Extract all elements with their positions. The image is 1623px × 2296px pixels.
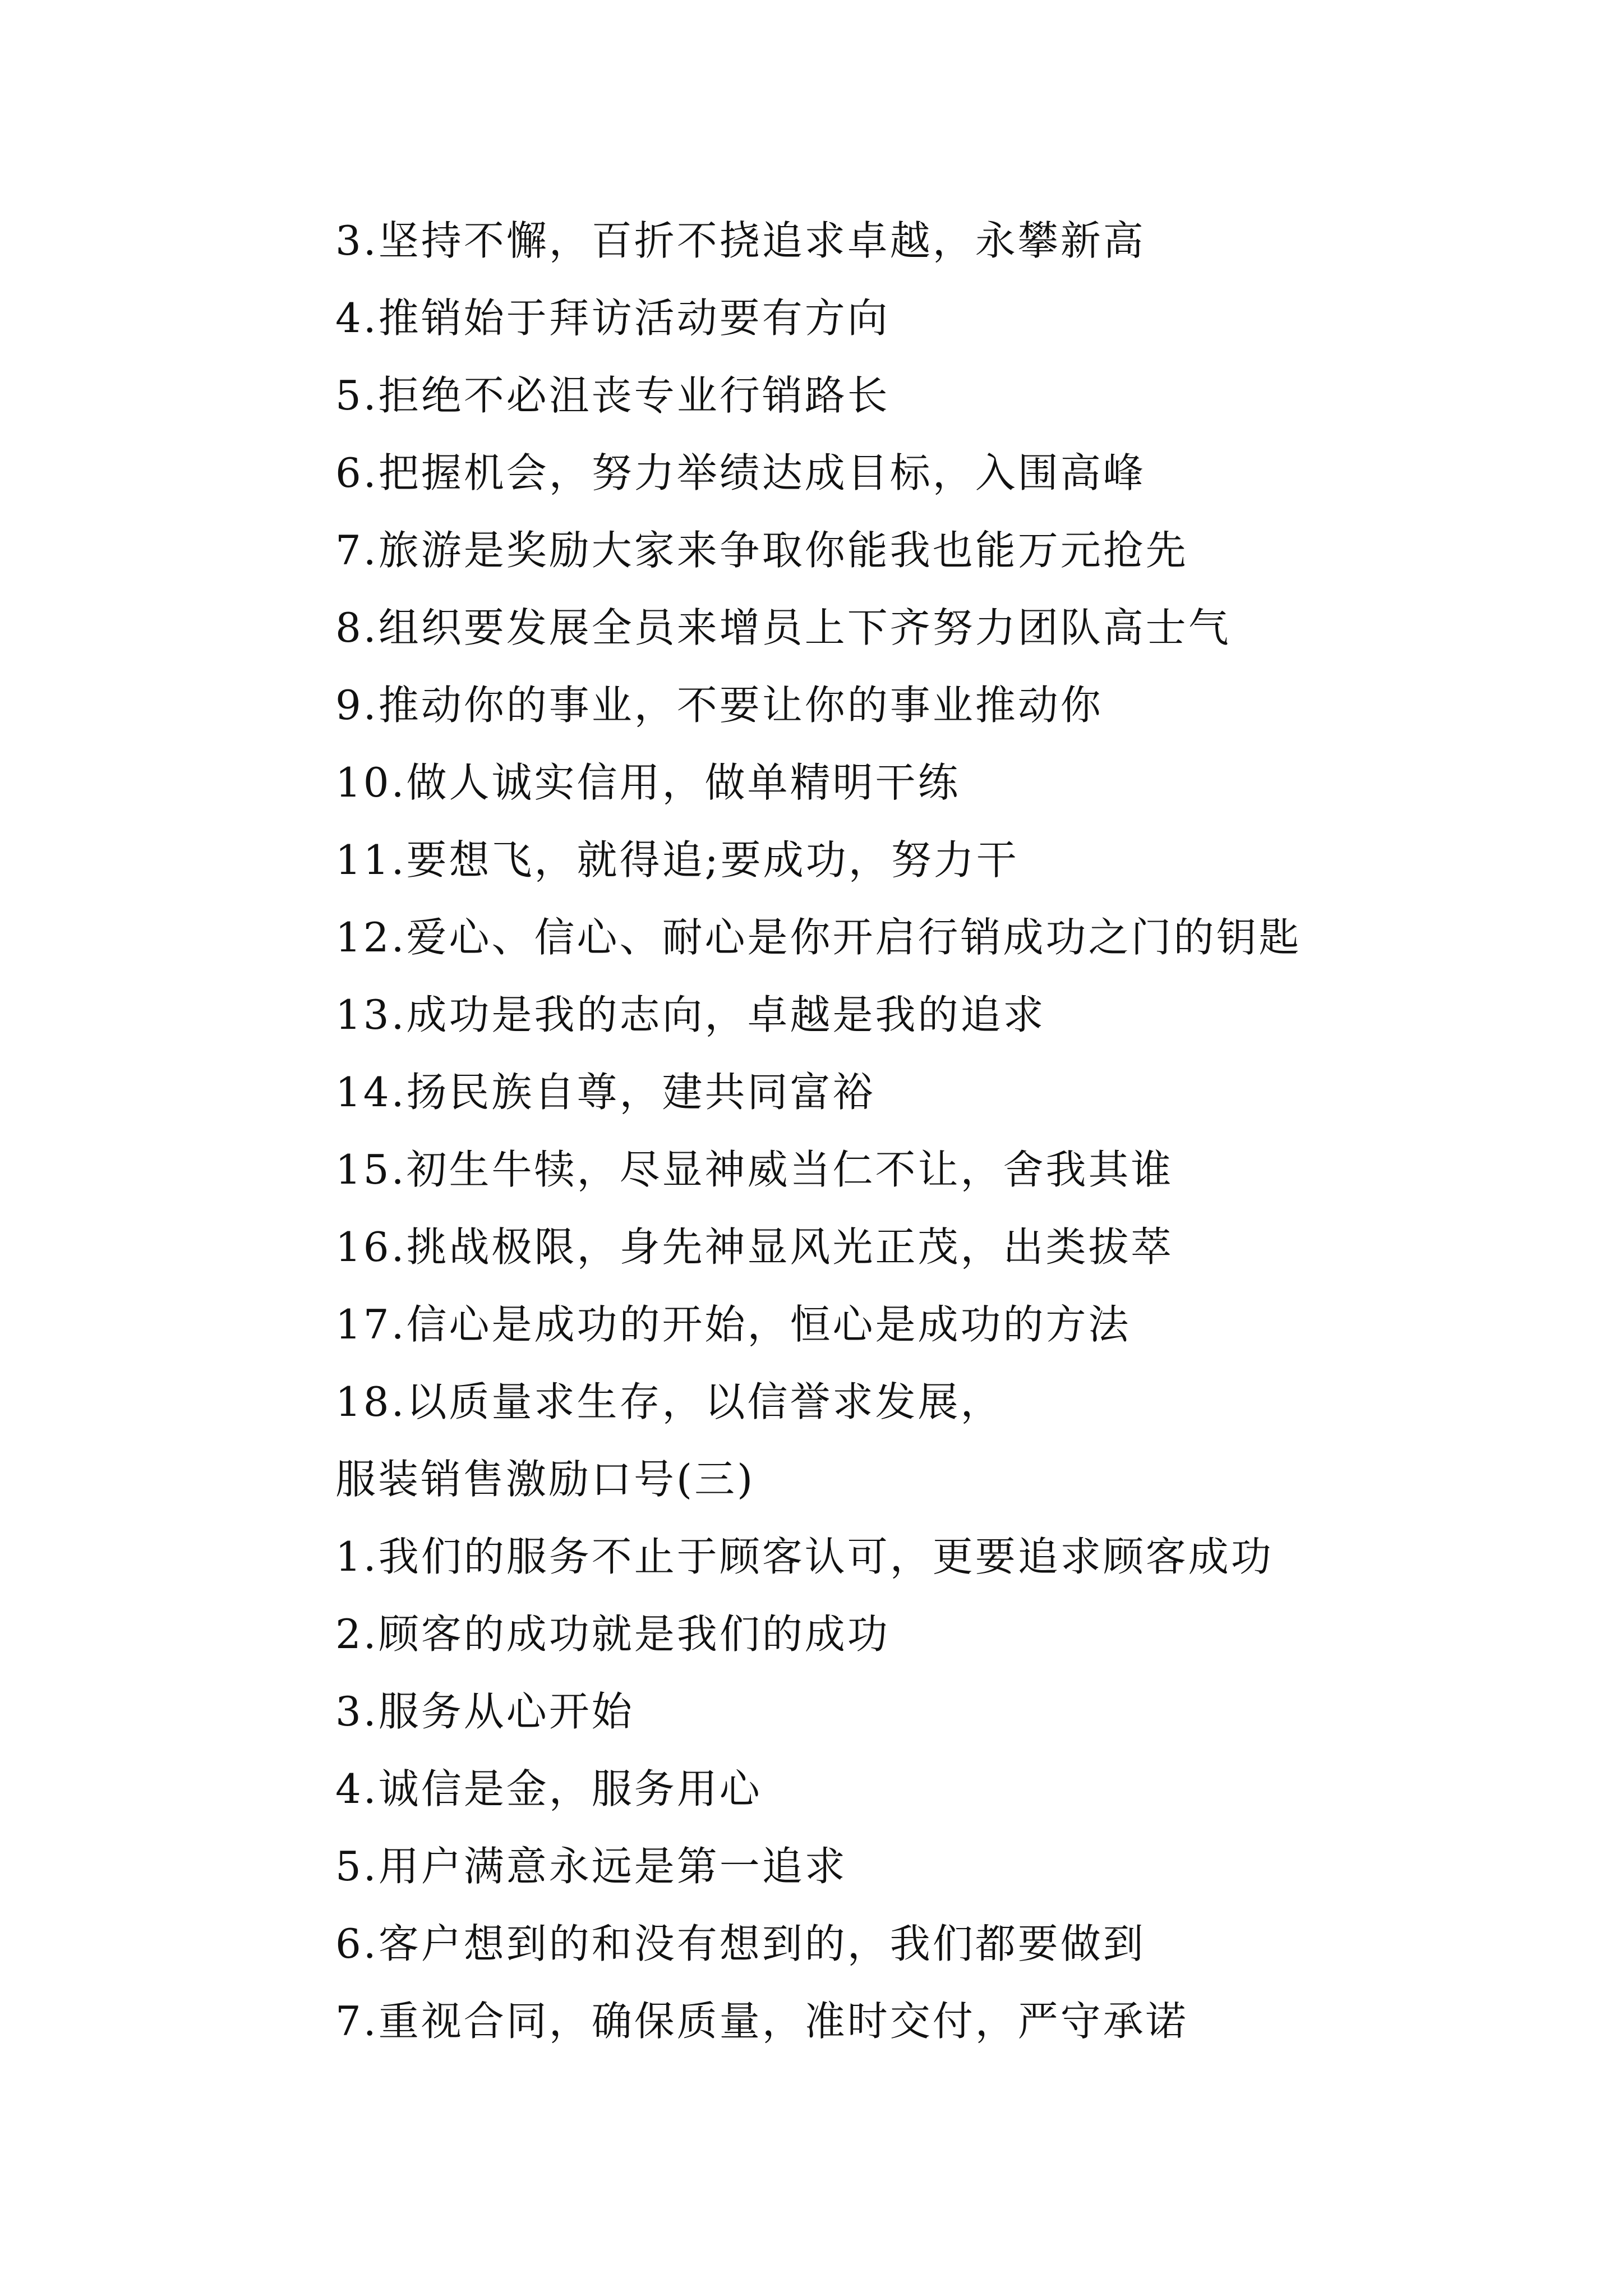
list-item: 5.用户满意永远是第一追求: [335, 1843, 847, 1890]
list-item: 11.要想飞，就得追;要成功，努力干: [335, 836, 1019, 884]
list-item: 4.推销始于拜访活动要有方向: [335, 295, 890, 342]
list-item: 8.组织要发展全员来增员上下齐努力团队高士气: [335, 604, 1231, 651]
list-item: 3.服务从心开始: [335, 1688, 634, 1735]
list-item: 2.顾客的成功就是我们的成功: [335, 1611, 890, 1658]
list-item: 7.旅游是奖励大家来争取你能我也能万元抢先: [335, 527, 1188, 574]
list-item: 6.把握机会，努力举绩达成目标，入围高峰: [335, 449, 1146, 496]
list-item: 5.拒绝不必沮丧专业行销路长: [335, 372, 890, 419]
document-text: [335, 202, 1513, 2060]
list-item: 10.做人诚实信用，做单精明干练: [335, 759, 961, 806]
list-item: 4.诚信是金，服务用心: [335, 1765, 762, 1812]
list-item: 13.成功是我的志向，卓越是我的追求: [335, 991, 1046, 1038]
list-item: 12.爱心、信心、耐心是你开启行销成功之门的钥匙: [335, 914, 1302, 961]
list-item: 15.初生牛犊，尽显神威当仁不让，舍我其谁: [335, 1146, 1174, 1193]
list-item: 7.重视合同，确保质量，准时交付，严守承诺: [335, 1998, 1188, 2045]
list-item: 9.推动你的事业，不要让你的事业推动你: [335, 682, 1103, 729]
list-item: 14.扬民族自尊，建共同富裕: [335, 1069, 875, 1116]
list-item: 6.客户想到的和没有想到的，我们都要做到: [335, 1920, 1146, 1967]
section-heading: 服装销售激励口号(三): [335, 1456, 755, 1503]
list-item: 1.我们的服务不止于顾客认可，更要追求顾客成功: [335, 1533, 1274, 1580]
list-item: 17.信心是成功的开始，恒心是成功的方法: [335, 1301, 1131, 1348]
list-item: 3.坚持不懈，百折不挠追求卓越，永攀新高: [335, 217, 1146, 264]
list-item: 16.挑战极限，身先神显风光正茂，出类拔萃: [335, 1223, 1174, 1271]
list-item: 18.以质量求生存，以信誉求发展，: [335, 1378, 1003, 1425]
